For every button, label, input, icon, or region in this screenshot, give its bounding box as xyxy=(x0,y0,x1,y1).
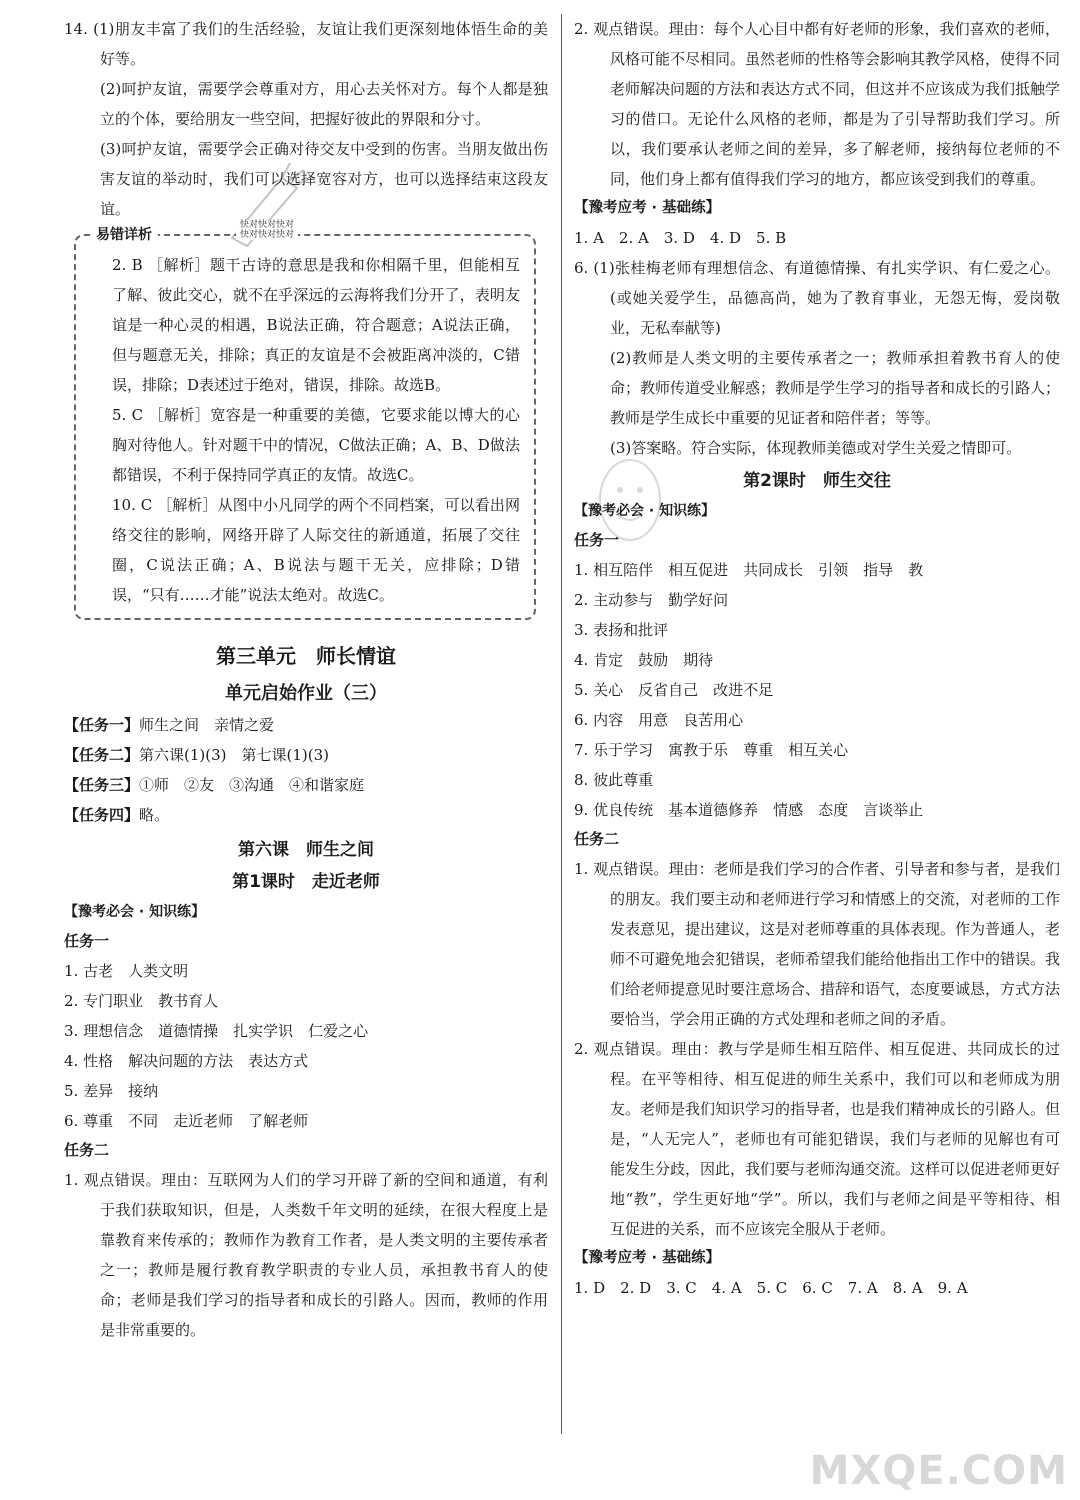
unit-homework-title: 单元启始作业（三） xyxy=(225,683,387,704)
task-row: 【任务四】略。 xyxy=(64,806,170,824)
task-label: 任务一 xyxy=(574,531,620,549)
answer-paragraph: 1. 观点错误。理由：互联网为人们的学习开辟了新的空间和通道，有利于我们获取知识，但是，人类数千年文明的延续，在很大程度上是靠教育来传承的；教师作为教育工作者，是人类文明的主要传承者之一；教师是履行教育教学职责的专业人员，承担教书育人的使命；老师是我们学习的指导者和成长的引路人。因而，教师的作用是非常重要的。 xyxy=(64,1171,548,1339)
exam-tag: 【豫考应考 · 基础练】 xyxy=(574,1250,721,1266)
answer-line: 6. 内容 用意 良苦用心 xyxy=(574,711,744,729)
task-label: 任务二 xyxy=(64,1141,110,1159)
period2-title: 第2课时 师生交往 xyxy=(743,471,891,491)
answer-line: 1. 相互陪伴 相互促进 共同成长 引领 指导 教 xyxy=(574,561,924,579)
answer-line: 7. 乐于学习 寓教于乐 尊重 相互关心 xyxy=(574,741,849,759)
answer-line: 3. 表扬和批评 xyxy=(574,621,669,639)
answer-line: 9. 优良传统 基本道德修养 情感 态度 言谈举止 xyxy=(574,801,924,819)
analysis-item: 2. B ［解析］题干古诗的意思是我和你相隔千里，但能相互了解、彼此交心，就不在乎深远的云海将我们分开了，表明友谊是一种心灵的相遇，B说法正确，符合题意；A说法正确，但与题意无关，排除；真正的友谊是不会被距离冲淡的，C错误，排除；D表述过于绝对，错误，排除。故选B。 xyxy=(112,256,520,394)
answer-line: 6. 尊重 不同 走近老师 了解老师 xyxy=(64,1112,309,1130)
analysis-item: 10. C ［解析］从图中小凡同学的两个不同档案，可以看出网络交往的影响，网络开辟了人际交往的新通道，拓展了交往圈，C说法正确；A、B说法与题干无关，应排除；D错误，“只有……才能”说法太绝对。故选C。 xyxy=(112,496,520,604)
q14-part3: (3)呵护友谊，需要学会正确对待交友中受到的伤害。当朋友做出伤害友谊的举动时，我们可以选择宽容对方，也可以选择结束这段友谊。 xyxy=(100,140,548,218)
answer-line: 1. 古老 人类文明 xyxy=(64,962,189,980)
exam-tag: 【豫考应考 · 基础练】 xyxy=(574,200,721,216)
analysis-item: 5. C ［解析］宽容是一种重要的美德，它要求能以博大的心胸对待他人。针对题干中的情况，C做法正确；A、B、D做法都错误，不利于保持同学真正的友情。故选C。 xyxy=(112,406,520,484)
q14-part1: 14. (1)朋友丰富了我们的生活经验，友谊让我们更深刻地体悟生命的美好等。 xyxy=(64,20,548,68)
answer-paragraph: 2. 观点错误。理由：每个人心目中都有好老师的形象，我们喜欢的老师，风格可能不尽相同。虽然老师的性格等会影响其教学风格，使得不同老师解决问题的方法和表达方式不同，但这并不应该成为我们抵触学习的借口。无论什么风格的老师，都是为了引导帮助我们学习。所以，我们要承认老师之间的差异，多了解老师，接纳每位老师的不同，他们身上都有值得我们学习的地方，都应该受到我们的尊重。 xyxy=(574,20,1061,188)
answer-line: 4. 肯定 鼓励 期待 xyxy=(574,651,714,669)
answer-paragraph: 2. 观点错误。理由：教与学是师生相互陪伴、相互促进、共同成长的过程。在平等相待、相互促进的师生关系中，我们可以和老师成为朋友。老师是我们知识学习的指导者，也是我们精神成长的引路人。但是，“人无完人”，老师也有可能犯错误，我们与老师的见解也有可能发生分歧，因此，我们要与老师沟通交流。这样可以促进老师更好地“教”，学生更好地“学”。所以，我们与老师之间是平等相待、相互促进的关系，而不应该完全服从于老师。 xyxy=(574,1040,1061,1238)
section-tag: 【豫考必会 · 知识练】 xyxy=(64,904,206,920)
right-column xyxy=(574,14,1060,1303)
answer-paragraph: (3)答案略。符合实际，体现教师美德或对学生关爱之情即可。 xyxy=(610,439,1022,457)
answer-paragraph: (2)教师是人类文明的主要传承者之一；教师承担着教书育人的使命；教师传道受业解惑；教师是学生学习的指导者和成长的引路人；教师是学生成长中重要的见证者和陪伴者；等等。 xyxy=(610,349,1061,427)
error-analysis-title: 易错详析 xyxy=(90,224,158,244)
q14-part2: (2)呵护友谊，需要学会尊重对方，用心去关怀对方。每个人都是独立的个体，要给朋友一些空间，把握好彼此的界限和分寸。 xyxy=(100,80,548,128)
period-title: 第1课时 走近老师 xyxy=(232,872,380,892)
task-label: 任务一 xyxy=(64,932,110,950)
answer-line: 5. 关心 反省自己 改进不足 xyxy=(574,681,774,699)
error-analysis-box xyxy=(74,220,536,620)
site-watermark: MXQE.COM xyxy=(809,1448,1068,1494)
answer-line: 3. 理想信念 道德情操 扎实学识 仁爱之心 xyxy=(64,1022,369,1040)
answer-paragraph: 1. 观点错误。理由：老师是我们学习的合作者、引导者和参与者，是我们的朋友。我们要主动和老师进行学习和情感上的交流，对老师的工作发表意见，提出建议，这是对老师尊重的具体表现。作为普通人，老师不可避免地会犯错误，老师希望我们能给他指出工作中的错误。我们给老师提意见时要注意场合、措辞和语气，态度要诚恳，方式方法要恰当，学会用正确的方式处理和老师之间的矛盾。 xyxy=(574,860,1061,1028)
answer-paragraph: 6. (1)张桂梅老师有理想信念、有道德情操、有扎实学识、有仁爱之心。(或她关爱学生，品德高尚，她为了教育事业，无怨无悔，爱岗敬业，无私奉献等) xyxy=(574,259,1060,337)
answer-line: 1. D 2. D 3. C 4. A 5. C 6. C 7. A 8. A 9. A xyxy=(574,1279,968,1297)
column-divider xyxy=(561,14,562,1434)
answer-line: 4. 性格 解决问题的方法 表达方式 xyxy=(64,1052,309,1070)
lesson-title: 第六课 师生之间 xyxy=(238,840,374,860)
answer-line: 1. A 2. A 3. D 4. D 5. B xyxy=(574,229,787,247)
task-label: 任务二 xyxy=(574,830,620,848)
task-row: 【任务一】师生之间 亲情之爱 xyxy=(64,716,275,734)
task-row: 【任务三】①师 ②友 ③沟通 ④和谐家庭 xyxy=(64,776,365,794)
answer-line: 2. 专门职业 教书育人 xyxy=(64,992,219,1010)
answer-line: 5. 差异 接纳 xyxy=(64,1082,159,1100)
unit-title: 第三单元 师长情谊 xyxy=(216,644,396,668)
section-tag: 【豫考必会 · 知识练】 xyxy=(574,503,716,519)
box-qr-caption: 快对快对快对 快对快对快对 xyxy=(236,220,298,240)
answer-line: 8. 彼此尊重 xyxy=(574,771,654,789)
left-column xyxy=(64,14,548,1345)
task-row: 【任务二】第六课(1)(3) 第七课(1)(3) xyxy=(64,746,330,764)
answer-line: 2. 主动参与 勤学好问 xyxy=(574,591,729,609)
